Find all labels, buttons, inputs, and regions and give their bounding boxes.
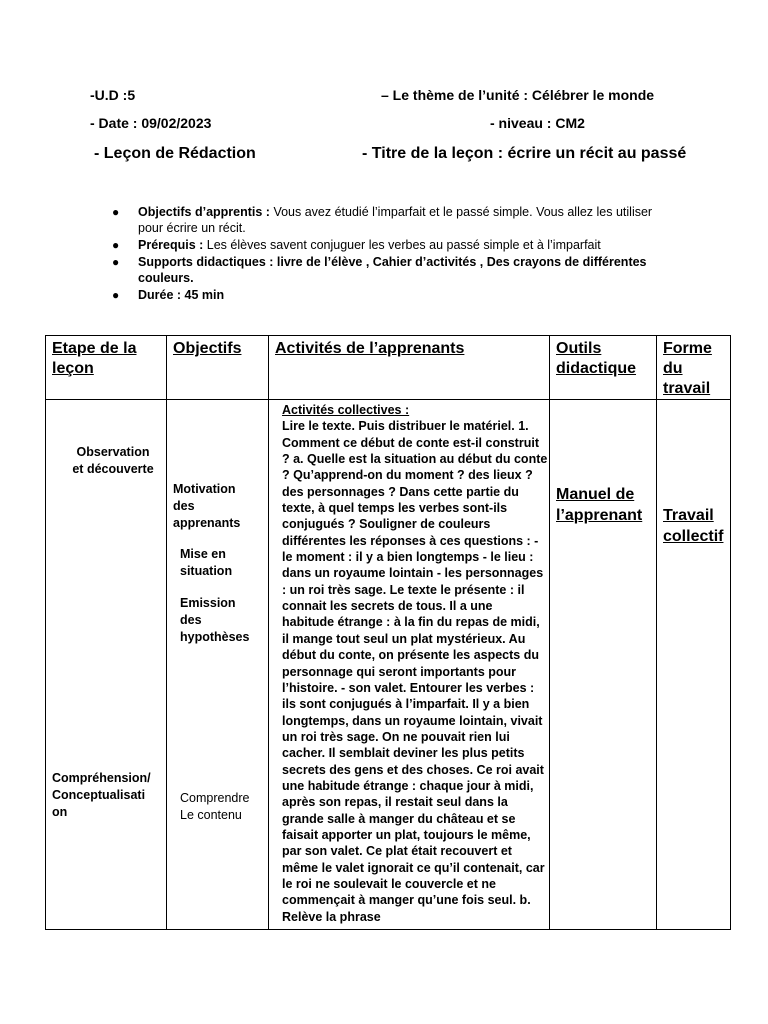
header-forme: Forme du travail [663,340,712,397]
column-divider [268,336,269,929]
header-objectifs: Objectifs [173,340,242,357]
list-item: ● Prérequis : Les élèves savent conjuguer les verbes au passé simple et à l’imparfait [112,238,601,252]
header-etape: Etape de la leçon [52,340,137,377]
header-row-divider [46,399,730,400]
bullet-icon: ● [112,205,120,219]
lesson-title: - Titre de la leçon : écrire un récit au passé [362,145,687,162]
outils-manuel: Manuel de l’apprenant [556,486,643,524]
list-item: ● Durée : 45 min [112,288,225,302]
lesson-date: - Date : 09/02/2023 [90,115,212,131]
etape-observation: Observation et découverte [72,445,154,476]
bullet-icon: ● [112,288,120,302]
lesson-info-list [112,204,672,304]
objectif-mise-en-situation: Mise en situation [180,547,233,578]
header-activites: Activités de l’apprenants [275,340,465,357]
bullet-icon: ● [112,255,120,269]
column-divider [656,336,657,929]
class-level: - niveau : CM2 [490,115,585,131]
unit-number: -U.D :5 [90,87,136,103]
list-item: ● Objectifs d’apprentis : Vous avez étudié l’imparfait et le passé simple. Vous allez les utiliser pour écrire un récit. [112,205,653,235]
header-outils: Outils didactique [556,340,637,377]
objectif-hypotheses: Emission des hypothèses [180,596,250,644]
unit-theme: – Le thème de l’unité : Célébrer le monde [381,87,655,103]
etape-comprehension: Compréhension/ Conceptualisation [52,771,151,819]
activites-text: Lire le texte. Puis distribuer le matériel. 1. Comment ce début de conte est-il construit ? a. Quelle est la situation au début du conte ? Qu’apprend-on du moment ? des lieux ? des personnages ? Dans cette partie du texte, à quel temps les verbes sont-ils conjugués ? Souligner de couleurs différentes les réponses à ces questions : - le moment : il y a bien longtemps - le lieu : dans un royaume lointain - les personnages : un roi très sage. Le texte le présente : il connait les secrets de tous. Il a une habitude étrange : à la fin du repas de midi, il mange tout seul un plat mystérieux. Au début du conte, on présente les aspects du personnage qui seront importants pour l’histoire. - son valet. Entourer les verbes : ils sont conjugués à l’imparfait. Il y a bien longtemps, dans un royaume lointain, vivait un roi très sage. On ne pouvait rien lui cacher. Il semblait deviner les plus petits secrets des gens et des choses. Ce roi avait une habitude étrange : chaque jour à midi, après son repas, il restait seul dans la grande salle à manger du château et se faisait apporter un plat, toujours le même, par son valet. Ce plat était recouvert et même le valet ignorait ce qu’il contenait, car le roi ne soulevait le couvercle et ne commençait à manger qu’une fois seul. b. Relève la phrase [282,419,548,924]
lesson-type: - Leçon de Rédaction [94,145,256,162]
objectif-comprendre: Comprendre Le contenu [180,791,250,822]
column-divider [549,336,550,929]
column-divider [166,336,167,929]
bullet-icon: ● [112,238,120,252]
forme-collectif: Travail collectif [663,507,724,545]
activites-content [282,402,548,925]
activites-title: Activités collectives : [282,403,410,417]
list-item: ● Supports didactiques : livre de l’élève , Cahier d’activités , Des crayons de différentes couleurs. [112,255,647,285]
objectif-motivation: Motivation des apprenants [173,482,241,530]
